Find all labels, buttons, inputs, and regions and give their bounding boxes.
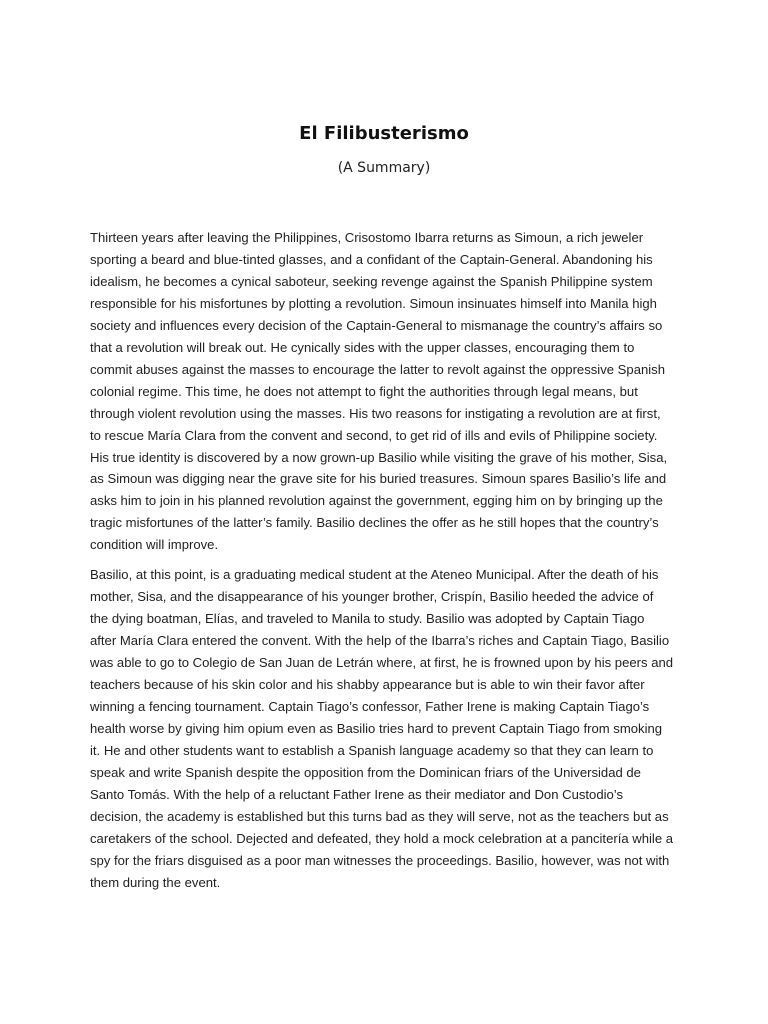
text-line: society and influences every decision of the Captain-General to mismanage the country’s affairs so (90, 317, 663, 333)
document-body (90, 227, 682, 894)
document-subtitle: (A Summary) (337, 160, 431, 176)
paragraph-1 (90, 227, 682, 556)
text-line: that a revolution will break out. He cynically sides with the upper classes, encouraging them to (90, 339, 635, 355)
text-line: caretakers of the school. Dejected and defeated, they hold a mock celebration at a pancitería while a (90, 830, 674, 846)
text-line: through violent revolution using the masses. His two reasons for instigating a revolution are at first, (90, 405, 661, 421)
text-line: His true identity is discovered by a now grown-up Basilio while visiting the grave of his mother, Sisa, (90, 449, 668, 465)
text-line: commit abuses against the masses to encourage the latter to revolt against the oppressive Spanish (90, 361, 665, 377)
text-line: to rescue María Clara from the convent and second, to get rid of ills and evils of Philippine society. (90, 427, 658, 443)
text-line: the dying boatman, Elías, and traveled to Manila to study. Basilio was adopted by Captain Tiago (90, 611, 645, 627)
text-line: asks him to join in his planned revolution against the government, egging him on by bringing up the (90, 493, 663, 509)
text-line: teachers because of his skin color and his shabby appearance but is able to win their favor after (90, 677, 645, 693)
text-line: them during the event. (90, 874, 221, 890)
document-title: El Filibusterismo (299, 123, 469, 144)
text-line: as Simoun was digging near the grave site for his buried treasures. Simoun spares Basilio’s life and (90, 471, 667, 487)
text-line: speak and write Spanish despite the opposition from the Dominican friars of the Universidad de (90, 764, 641, 780)
text-line: after María Clara entered the convent. With the help of the Ibarra’s riches and Captain Tiago, Basilio (90, 633, 670, 649)
text-line: mother, Sisa, and the disappearance of his younger brother, Crispín, Basilio heeded the advice of (90, 589, 654, 605)
text-line: winning a fencing tournament. Captain Tiago’s confessor, Father Irene is making Captain Tiago’s (90, 699, 650, 715)
text-line: condition will improve. (90, 537, 219, 553)
text-line: decision, the academy is established but this turns bad as they will serve, not as the teachers but as (90, 808, 669, 824)
text-line: health worse by giving him opium even as Basilio tries hard to prevent Captain Tiago from smoking (90, 720, 663, 736)
text-line: Basilio, at this point, is a graduating medical student at the Ateneo Municipal. After the death of his (90, 567, 659, 583)
text-line: it. He and other students want to establish a Spanish language academy so that they can learn to (90, 742, 654, 758)
text-line: Santo Tomás. With the help of a reluctant Father Irene as their mediator and Don Custodio’s (90, 786, 624, 802)
text-line: Thirteen years after leaving the Philippines, Crisostomo Ibarra returns as Simoun, a rich jeweler (90, 230, 644, 245)
text-line: sporting a beard and blue-tinted glasses, and a confidant of the Captain-General. Abandoning his (90, 251, 653, 267)
text-line: idealism, he becomes a cynical saboteur, seeking revenge against the Spanish Philippine system (90, 273, 653, 289)
paragraph-2 (90, 564, 682, 893)
text-line: spy for the friars disguised as a poor man witnesses the proceedings. Basilio, however, was not with (90, 852, 670, 868)
text-line: was able to go to Colegio de San Juan de Letrán where, at first, he is frowned upon by his peers and (90, 655, 674, 671)
text-line: colonial regime. This time, he does not attempt to fight the authorities through legal means, but (90, 383, 638, 399)
text-line: responsible for his misfortunes by plotting a revolution. Simoun insinuates himself into Manila high (90, 295, 657, 311)
text-line: tragic misfortunes of the latter’s family. Basilio declines the offer as he still hopes that the country’s (90, 515, 659, 531)
